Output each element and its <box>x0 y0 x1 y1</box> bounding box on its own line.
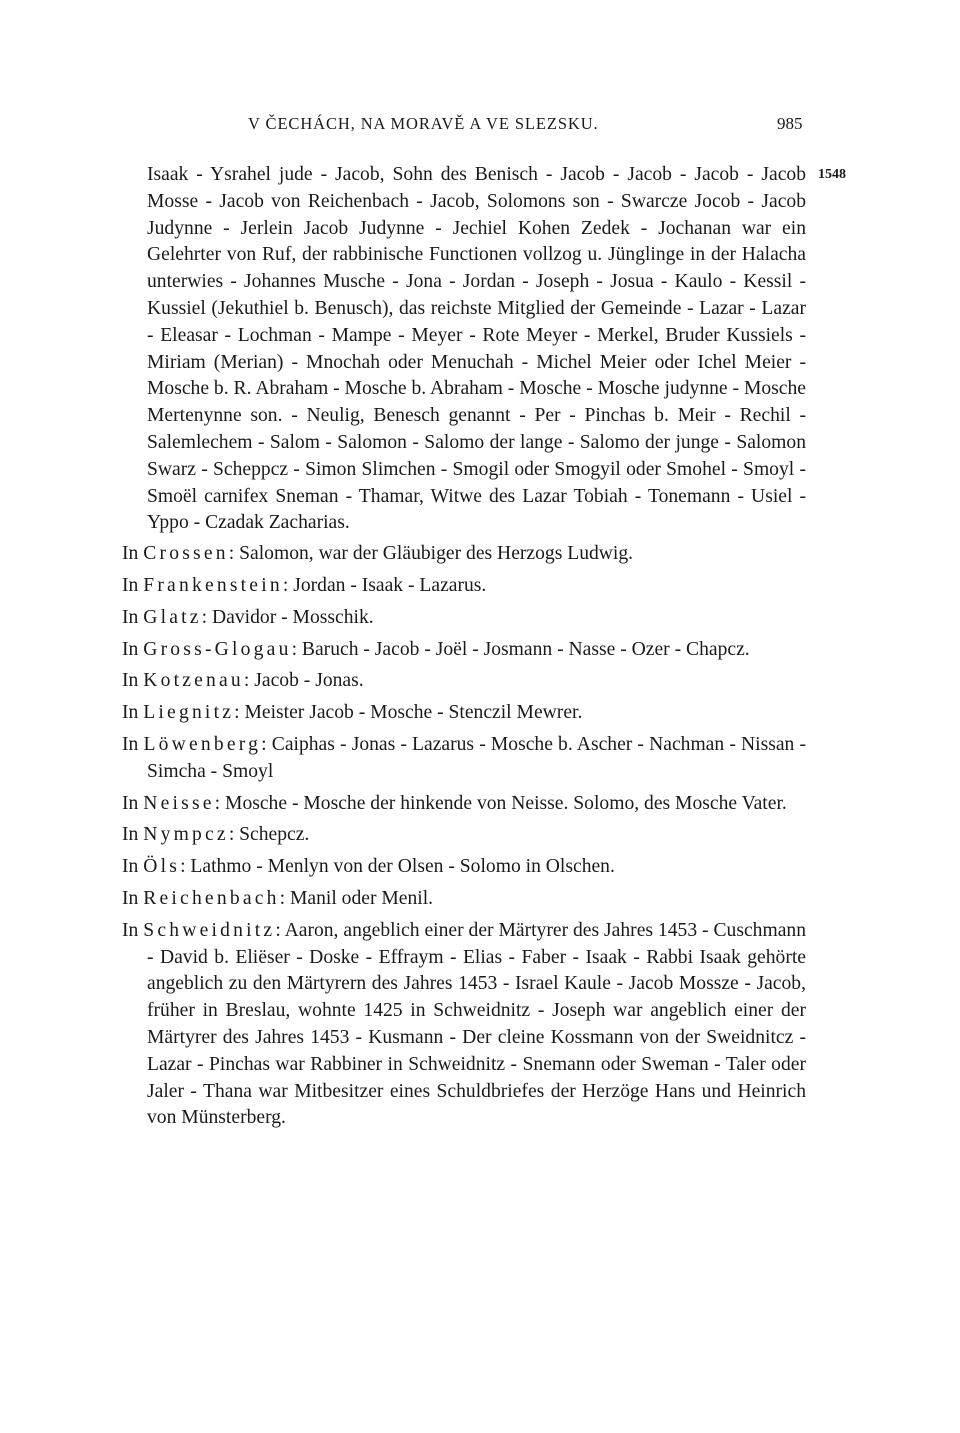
page-header <box>0 112 960 142</box>
entry-text: Salomon, war der Gläubiger des Herzogs Ludwig. <box>239 543 634 565</box>
place-name: Nympcz <box>143 824 229 846</box>
place-name: Reichenbach <box>143 887 280 909</box>
entry-prefix: In <box>122 792 139 814</box>
place-name: Gross-Glogau <box>143 638 292 660</box>
entry-text: Jordan - Isaak - Lazarus. <box>293 574 487 596</box>
place-name: Schweidnitz <box>143 919 276 941</box>
place-name: Frankenstein <box>143 574 283 596</box>
place-entries <box>122 541 806 1132</box>
entry-text: Mosche - Mosche der hinkende von Neisse. Solomo, des Mosche Vater. <box>225 792 787 814</box>
entry-text: Manil oder Menil. <box>289 887 434 909</box>
entry-prefix: In <box>122 638 139 660</box>
page-number: 985 <box>777 114 803 133</box>
entry-prefix: In <box>122 856 139 878</box>
running-head: V ČECHÁCH, NA MORAVĚ A VE SLEZSKU. <box>248 114 599 133</box>
entry-text: Baruch - Jacob - Joël - Josmann - Nasse - Ozer - Chapcz. <box>301 638 750 660</box>
place-entry: In Löwenberg: Caiphas - Jonas - Lazarus - Mosche b. Ascher - Nachman - Nissan - Simcha - Smoyl <box>122 733 806 782</box>
place-name: Kotzenau <box>143 670 244 692</box>
place-entry: In Kotzenau: Jacob - Jonas. <box>122 670 364 692</box>
place-name: Öls <box>143 856 181 878</box>
entry-text: Davidor - Mosschik. <box>212 606 374 628</box>
place-entry: In Glatz: Davidor - Mosschik. <box>122 606 374 628</box>
entry-text: Jacob - Jonas. <box>254 670 364 692</box>
place-name: Löwenberg <box>143 733 262 755</box>
entry-prefix: In <box>122 543 139 565</box>
entry-prefix: In <box>122 733 139 755</box>
place-entry: In Gross-Glogau: Baruch - Jacob - Joël - Josmann - Nasse - Ozer - Chapcz. <box>122 638 750 660</box>
place-entry: In Schweidnitz: Aaron, angeblich einer der Märtyrer des Jahres 1453 - Cuschmann - David b. Eliëser - Doske - Effraym - Elias - Faber - Isaak - Rabbi Isaak gehörte angeblich zu den Märtyrern des Jahres 1453 - Israel Kaule - Jacob Mossze - Jacob, früher in Breslau, wohnte 1425 in Schweidnitz - Joseph war angeblich einer der Märtyrer des Jahres 1453 - Kusmann - Der cleine Kossmann von der Sweidnitcz - Lazar - Pinchas war Rabbiner in Schweidnitz - Snemann oder Sweman - Taler oder Jaler - Thana war Mitbesitzer eines Schuldbriefes der Herzöge Hans und Heinrich von Münsterberg. <box>122 919 806 1129</box>
place-entry: In Crossen: Salomon, war der Gläubiger des Herzogs Ludwig. <box>122 543 634 565</box>
entry-text: Caiphas - Jonas - Lazarus - Mosche b. Ascher - Nachman - Nissan - Simcha - Smoyl <box>147 733 806 782</box>
margin-year-note: 1548 <box>818 167 846 182</box>
place-name: Liegnitz <box>143 702 235 724</box>
place-name: Neisse <box>143 792 215 814</box>
entry-prefix: In <box>122 887 139 909</box>
place-entry: In Frankenstein: Jordan - Isaak - Lazarus. <box>122 574 487 596</box>
place-name: Crossen <box>143 543 229 565</box>
place-entry: In Neisse: Mosche - Mosche der hinkende von Neisse. Solomo, des Mosche Vater. <box>122 792 787 814</box>
entry-prefix: In <box>122 574 139 596</box>
entry-prefix: In <box>122 606 139 628</box>
place-entry: In Reichenbach: Manil oder Menil. <box>122 887 434 909</box>
place-name: Glatz <box>143 606 202 628</box>
entry-text: Schepcz. <box>239 824 310 846</box>
entry-prefix: In <box>122 919 139 941</box>
entry-text: Lathmo - Menlyn von der Olsen - Solomo in Olschen. <box>190 856 615 878</box>
body-text <box>122 162 806 1137</box>
intro-paragraph: Isaak - Ysrahel jude - Jacob, Sohn des Benisch - Jacob - Jacob - Jacob - Jacob Mosse - Jacob von Reichenbach - Jacob, Solomons son - Swarcze Jocob - Jacob Judynne - Jerlein Jacob Judynne - Jechiel Kohen Zedek - Jochanan war ein Gelehrter von Ruf, der rabbinische Functionen vollzog u. Jünglinge in der Halacha unterwies - Johannes Musche - Jona - Jordan - Joseph - Josua - Kaulo - Kessil - Kussiel (Jekuthiel b. Benusch), das reichste Mitglied der Gemeinde - Lazar - Lazar - Eleasar - Lochman - Mampe - Meyer - Rote Meyer - Merkel, Bruder Kussiels - Miriam (Merian) - Mnochah oder Menuchah - Michel Meier oder Ichel Meier - Mosche b. R. Abraham - Mosche b. Abraham - Mosche - Mosche judynne - Mosche Mertenynne son. - Neulig, Benesch genannt - Per - Pinchas b. Meir - Rechil - Salemlechem - Salom - Salomon - Salomo der lange - Salomo der junge - Salomon Swarz - Scheppcz - Simon Slimchen - Smogil oder Smogyil oder Smohel - Smoyl - Smoël carnifex Sneman - Thamar, Witwe des Lazar Tobiah - Tonemann - Usiel - Yppo - Czadak Zacharias. <box>147 164 806 534</box>
place-entry: In Öls: Lathmo - Menlyn von der Olsen - Solomo in Olschen. <box>122 856 615 878</box>
entry-prefix: In <box>122 824 139 846</box>
entry-text: Aaron, angeblich einer der Märtyrer des Jahres 1453 - Cuschmann - David b. Eliëser - Doske - Effraym - Elias - Faber - Isaak - Rabbi Isaak gehörte angeblich zu den Märtyrern des Jahres 1453 - Israel Kaule - Jacob Mossze - Jacob, früher in Breslau, wohnte 1425 in Schweidnitz - Joseph war angeblich einer der Märtyrer des Jahres 1453 - Kusmann - Der cleine Kossmann von der Sweidnitcz - Lazar - Pinchas war Rabbiner in Schweidnitz - Snemann oder Sweman - Taler oder Jaler - Thana war Mitbesitzer eines Schuldbriefes der Herzöge Hans und Heinrich von Münsterberg. <box>147 919 806 1129</box>
place-entry: In Liegnitz: Meister Jacob - Mosche - Stenczil Mewrer. <box>122 702 583 724</box>
entry-prefix: In <box>122 702 139 724</box>
entry-text: Meister Jacob - Mosche - Stenczil Mewrer. <box>244 702 583 724</box>
place-entry: In Nympcz: Schepcz. <box>122 824 310 846</box>
entry-prefix: In <box>122 670 139 692</box>
